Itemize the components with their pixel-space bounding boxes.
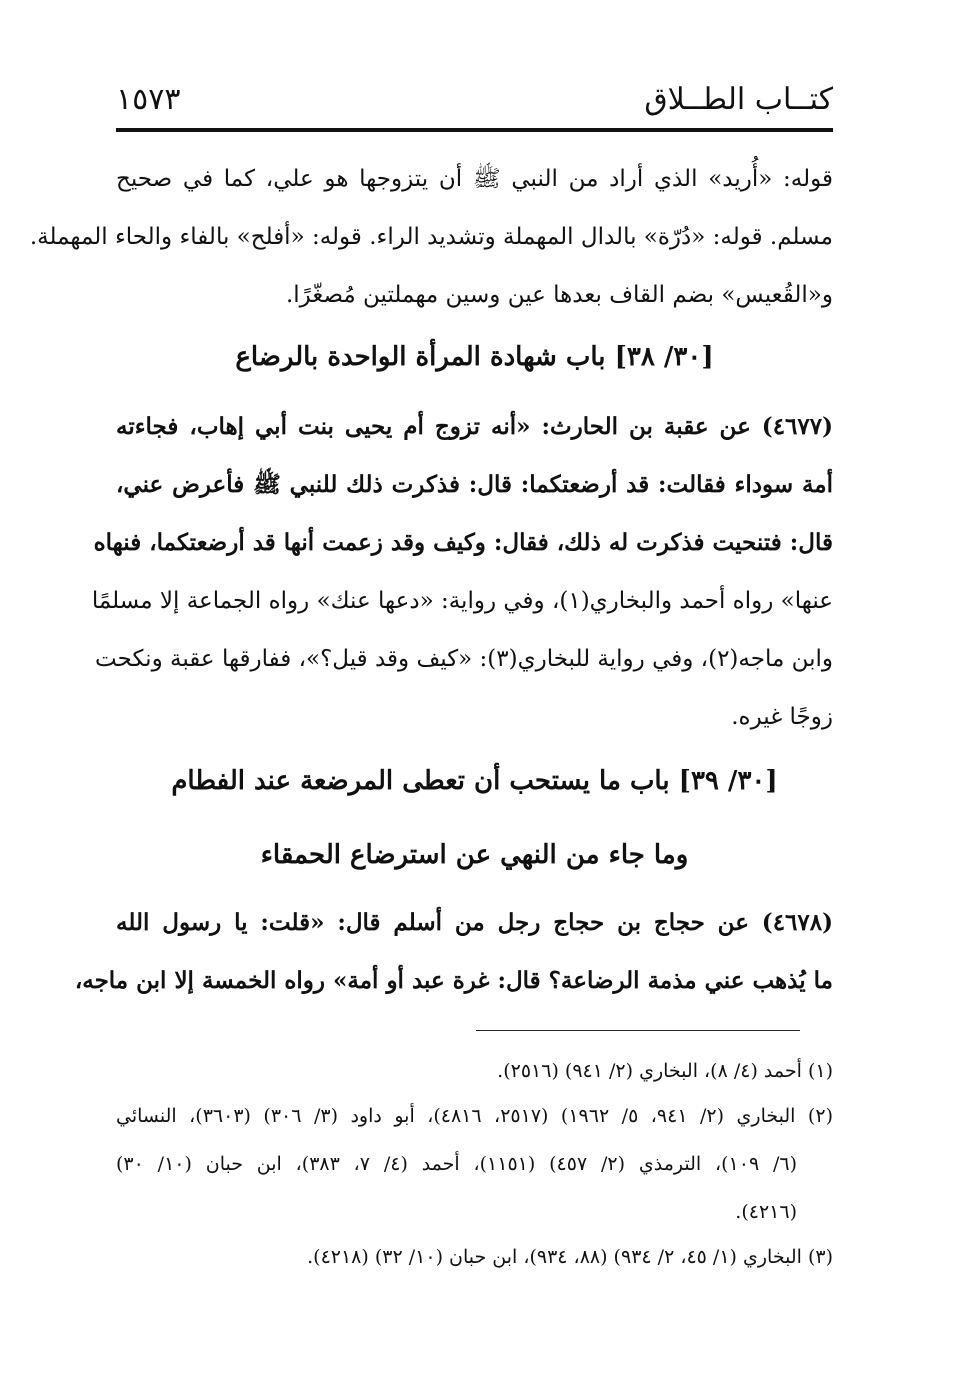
chapter-title: كتــاب الطــلاق [644,82,833,117]
text-line: و«القُعيس» بضم القاف بعدها عين وسين مهملتين مُصغّرًا. [285,282,833,308]
footnote: (١) أحمد (٤/ ٨)، البخاري (٢/ ٩٤١) (٢٥١٦). [497,1060,833,1082]
footnote: (٤٢١٦). [735,1201,797,1223]
footnote: (٣) البخاري (١/ ٤٥، ٢/ ٩٣٤) (٨٨، ٩٣٤)، ابن حبان (١٠/ ٣٢) (٤٢١٨). [307,1246,833,1268]
text-line: عنها» رواه أحمد والبخاري(١)، وفي رواية: «دعها عنك» رواه الجماعة إلا مسلمًا [91,588,833,614]
section-heading: [٣٠/ ٣٨] باب شهادة المرأة الواحدة بالرضاع [235,342,714,372]
footnote: (٢) البخاري (٢/ ٩٤١، ٥/ ١٩٦٢) (٢٥١٧، ٤٨١٦)، أبو داود (٣/ ٣٠٦) (٣٦٠٣)، النسائي [116,1105,833,1127]
header-divider [116,128,833,132]
text-line: أمة سوداء فقالت: قد أرضعتكما: قال: فذكرت ذلك للنبي ﷺ فأعرض عني، [116,471,833,498]
footnote-separator [476,1030,800,1031]
text-line: زوجًا غيره. [731,704,833,730]
page-header [116,82,833,130]
text-line: (٤٦٧٨) عن حجاج بن حجاج رجل من أسلم قال: «قلت: يا رسول الله [116,909,833,936]
text-line: ما يُذهب عني مذمة الرضاعة؟ قال: غرة عبد أو أمة» رواه الخمسة إلا ابن ماجه، [74,967,833,994]
footnote: (٦/ ١٠٩)، الترمذي (٢/ ٤٥٧) (١١٥١)، أحمد (٤/ ٧، ٣٨٣)، ابن حبان (١٠/ ٣٠) [116,1153,798,1175]
text-line: (٤٦٧٧) عن عقبة بن الحارث: «أنه تزوج أم يحيى بنت أبي إهاب، فجاءته [116,413,833,440]
text-line: مسلم. قوله: «دُرّة» بالدال المهملة وتشديد الراء. قوله: «أفلح» بالفاء والحاء المهملة. [29,224,833,250]
text-line: قوله: «أُريد» الذي أراد من النبي ﷺ أن يتزوجها هو علي، كما في صحيح [116,166,833,192]
page-number: ١٥٧٣ [116,82,181,117]
section-heading-continued: وما جاء من النهي عن استرضاع الحمقاء [260,840,689,870]
text-line: وابن ماجه(٢)، وفي رواية للبخاري(٣): «كيف وقد قيل؟»، ففارقها عقبة ونكحت [95,646,833,672]
section-heading: [٣٠/ ٣٩] باب ما يستحب أن تعطى المرضعة عند الفطام [171,766,778,796]
text-line: قال: فتنحيت فذكرت له ذلك، فقال: وكيف وقد زعمت أنها قد أرضعتكما، فنهاه [93,529,833,556]
